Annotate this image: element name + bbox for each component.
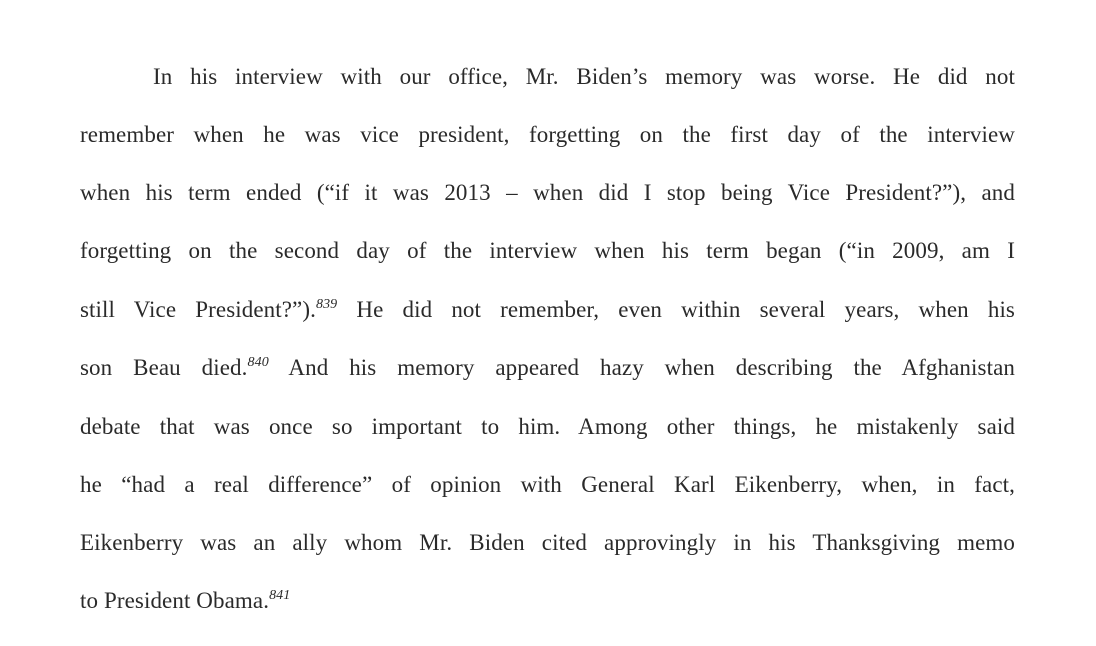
text-segment: He did not remember, even within several years, when his — [356, 297, 1015, 322]
footnote-reference: 839 — [315, 297, 338, 312]
footnote-reference: 840 — [247, 355, 269, 370]
paragraph-line: forgetting on the second day of the interview when his term began (“in 2009, am I — [80, 238, 1015, 263]
text-segment: And his memory appeared hazy when describing the Afghanistan — [288, 355, 1015, 380]
paragraph-line: when his term ended (“if it was 2013 – when did I stop being Vice President?”), and — [80, 180, 1015, 205]
paragraph-line: In his interview with our office, Mr. Biden’s memory was worse. He did not — [153, 64, 1015, 89]
paragraph-line: Eikenberry was an ally whom Mr. Biden cited approvingly in his Thanksgiving memo — [80, 530, 1015, 555]
paragraph-line: remember when he was vice president, forgetting on the first day of the interview — [80, 122, 1015, 147]
paragraph-line: debate that was once so important to him. Among other things, he mistakenly said — [80, 414, 1015, 439]
paragraph-line: he “had a real difference” of opinion with General Karl Eikenberry, when, in fact, — [80, 472, 1015, 497]
footnote-reference: 841 — [269, 588, 291, 603]
text-segment: son Beau died. — [80, 355, 248, 380]
paragraph-line — [80, 587, 290, 615]
text-segment: still Vice President?”). — [80, 297, 316, 322]
paragraph-line — [80, 354, 1015, 382]
text-segment: to President Obama. — [80, 588, 270, 613]
paragraph-line — [80, 296, 1015, 324]
